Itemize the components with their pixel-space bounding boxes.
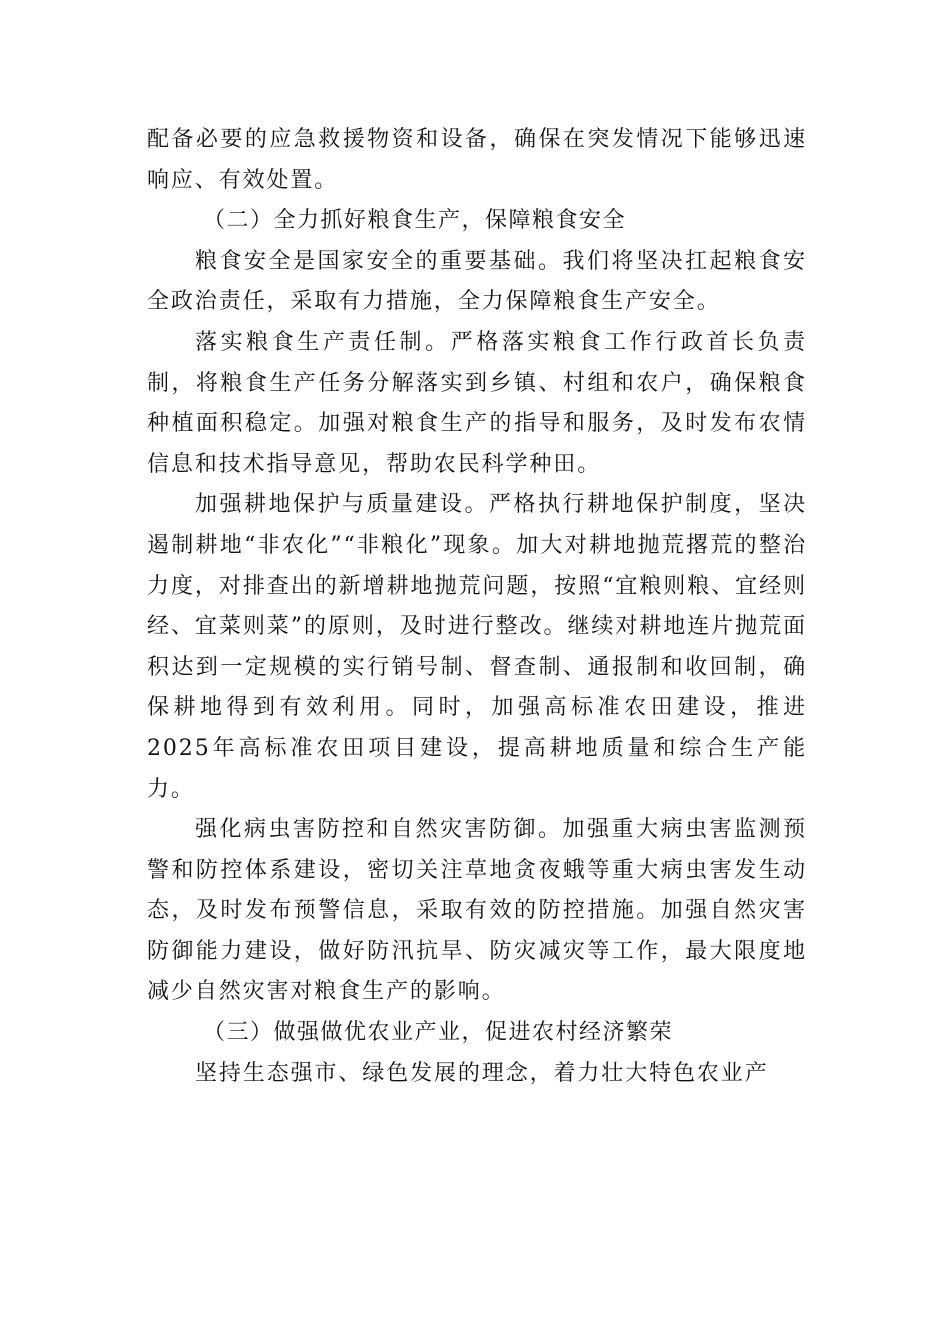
- document-body: [147, 120, 807, 1094]
- paragraph-farmland-protection: 加强耕地保护与质量建设。严格执行耕地保护制度，坚决遏制耕地“非农化”“非粮化”现象。加大对耕地抛荒撂荒的整治力度，对排查出的新增耕地抛荒问题，按照“宜粮则粮、宜经则经、宜菜则菜”的原则，及时进行整改。继续对耕地连片抛荒面积达到一定规模的实行销号制、督查制、通报制和收回制，确保耕地得到有效利用。同时，加强高标准农田建设，推进2025年高标准农田项目建设，提高耕地质量和综合生产能力。: [147, 492, 807, 802]
- section-heading-3: （三）做强做优农业产业，促进农村经济繁荣: [203, 1020, 674, 1046]
- paragraph-food-security-intro: 粮食安全是国家安全的重要基础。我们将坚决扛起粮食安全政治责任，采取有力措施，全力保障粮食生产安全。: [147, 248, 807, 315]
- paragraph-pest-disaster-control: 强化病虫害防控和自然灾害防御。加强重大病虫害监测预警和防控体系建设，密切关注草地贪夜蛾等重大病虫害发生动态，及时发布预警信息，采取有效的防控措施。加强自然灾害防御能力建设，做好防汛抗旱、防灾减灾等工作，最大限度地减少自然灾害对粮食生产的影响。: [147, 817, 807, 1005]
- section-heading-2: （二）全力抓好粮食生产，保障粮食安全: [203, 208, 627, 234]
- paragraph-continuation: 配备必要的应急救援物资和设备，确保在突发情况下能够迅速响应、有效处置。: [147, 127, 807, 193]
- paragraph-responsibility-system: 落实粮食生产责任制。严格落实粮食工作行政首长负责制，将粮食生产任务分解落实到乡镇、村组和农户，确保粮食种植面积稳定。加强对粮食生产的指导和服务，及时发布农情信息和技术指导意见，帮助农民科学种田。: [147, 329, 807, 477]
- paragraph-agri-industry: 坚持生态强市、绿色发展的理念，着力壮大特色农业产: [195, 1060, 769, 1086]
